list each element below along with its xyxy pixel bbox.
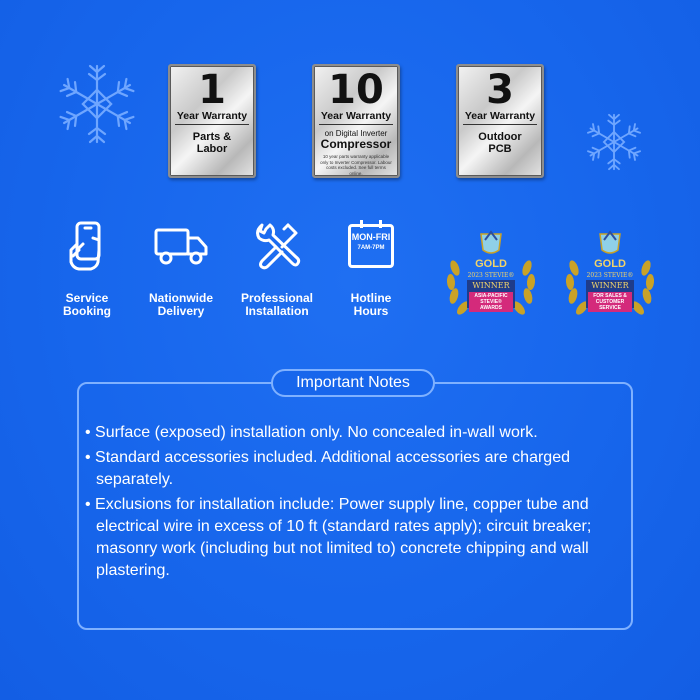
service-hotline — [326, 220, 416, 318]
service-label-line1: Nationwide — [148, 291, 213, 305]
service-label-line1: Service — [65, 291, 109, 305]
warranty-label: Year Warranty — [463, 110, 537, 125]
warranty-badge-3-year — [456, 64, 544, 178]
warranty-badge-1-year — [168, 64, 256, 178]
snowflake-icon — [584, 112, 644, 172]
warranty-badge-10-year — [312, 64, 400, 178]
warranty-desc-line2: Compressor — [320, 137, 392, 151]
service-label-line1: Hotline — [350, 291, 392, 305]
truck-icon — [136, 220, 226, 272]
award-badge-asia-pacific — [441, 228, 541, 326]
warranty-years: 3 — [486, 67, 514, 113]
award-ribbon-line1: ASIA-PACIFIC — [474, 293, 508, 299]
service-installation — [232, 220, 322, 318]
notes-title: Important Notes — [271, 369, 435, 397]
warranty-years: 10 — [328, 67, 384, 113]
award-ribbon — [469, 292, 513, 312]
award-ribbon — [588, 292, 632, 312]
award-ribbon-line2: STEVIE® AWARDS — [480, 299, 502, 311]
award-ribbon-line2: CUSTOMER SERVICE — [595, 299, 625, 311]
warranty-fine-print: 10 year parts warranty applicable only to Inverter Compressor. Labour costs excluded. See full terms online. — [320, 154, 392, 176]
warranty-label: Year Warranty — [175, 110, 249, 125]
award-sub: WINNER — [591, 281, 629, 290]
award-badge-sales-service — [560, 228, 660, 326]
award-medal: GOLD — [475, 258, 507, 270]
service-delivery — [136, 220, 226, 318]
award-title: 2023 STEVIE® — [467, 272, 515, 279]
warranty-desc-line1: on Digital Inverter — [324, 129, 388, 138]
service-label-line2: Booking — [63, 304, 111, 318]
service-label-line2: Hours — [353, 304, 389, 318]
calendar-hours: 7AM-7PM — [357, 245, 385, 251]
note-item: • Exclusions for installation include: Power supply line, copper tube and electrical wire in excess of 10 ft (standard rates apply); circuit breaker; masonry work (including but not limited to) concrete chipping and wall plastering. — [85, 496, 592, 579]
warranty-desc-line1: Parts & — [192, 131, 232, 143]
notes-list — [85, 422, 625, 585]
warranty-desc-line2: PCB — [488, 143, 512, 155]
note-item: • Surface (exposed) installation only. No concealed in-wall work. — [85, 424, 538, 441]
calendar-icon — [326, 220, 416, 272]
award-medal: GOLD — [594, 258, 626, 270]
phone-hand-icon — [42, 220, 132, 272]
award-title: 2023 STEVIE® — [586, 272, 634, 279]
warranty-years: 1 — [198, 67, 226, 113]
award-ribbon-line1: FOR SALES & — [593, 293, 627, 299]
service-label-line2: Delivery — [157, 304, 205, 318]
award-sub: WINNER — [472, 281, 510, 290]
calendar-days: MON-FRI — [351, 232, 391, 242]
note-item: • Standard accessories included. Additional accessories are charged separately. — [85, 449, 570, 488]
warranty-desc-line1: Outdoor — [478, 131, 522, 143]
service-booking — [42, 220, 132, 318]
snowflake-icon — [55, 62, 139, 146]
warranty-label: Year Warranty — [319, 110, 393, 125]
tools-icon — [232, 220, 322, 272]
service-label-line2: Installation — [245, 304, 309, 318]
service-label-line1: Professional — [240, 291, 314, 305]
warranty-desc-line2: Labor — [196, 143, 228, 155]
